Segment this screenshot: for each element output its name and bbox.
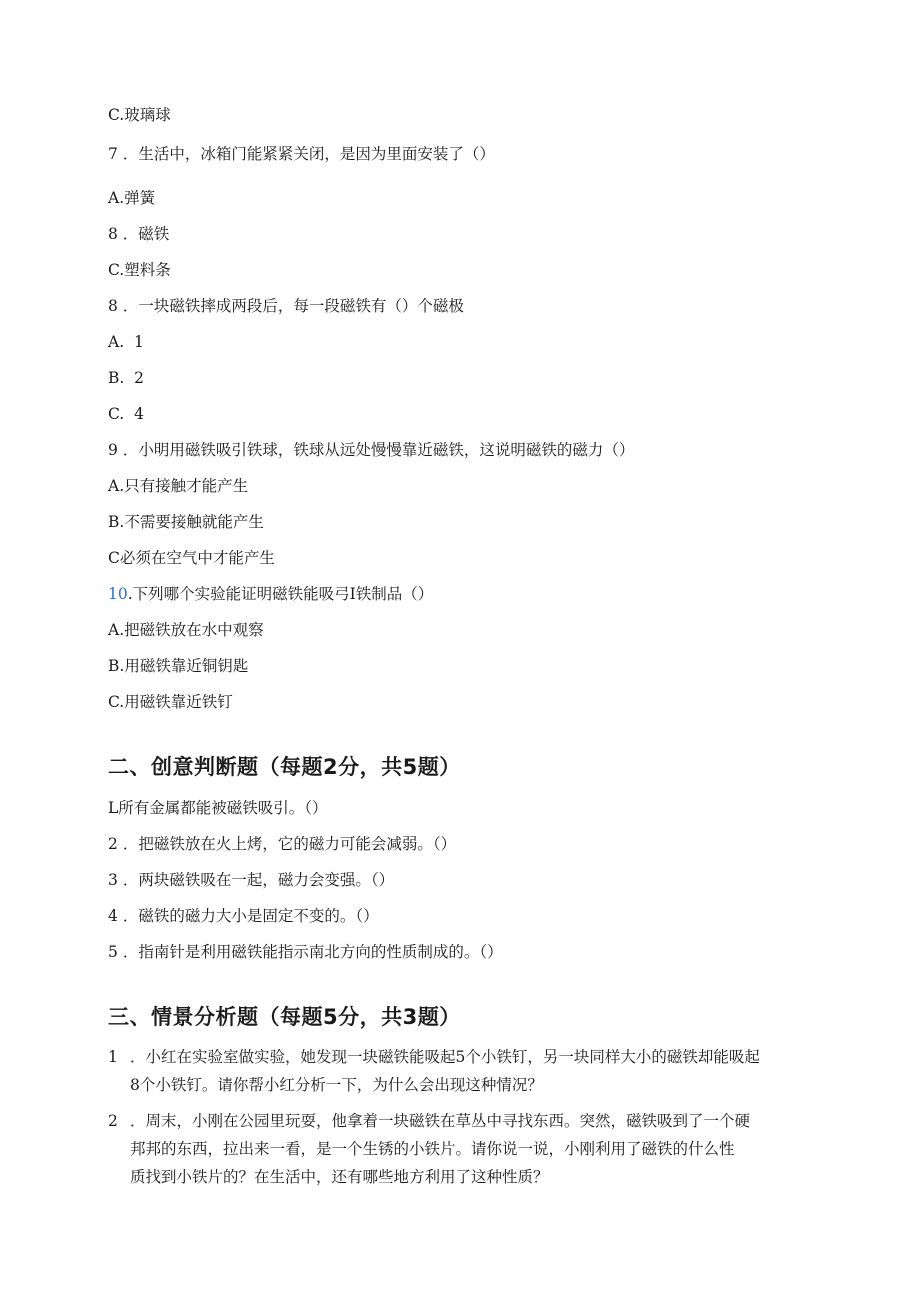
q8-option-a: A. 1 [108, 333, 144, 351]
item-text: ．指南针是利用磁铁能指示南北方向的性质制成的。（） [122, 943, 503, 961]
question-text: .下列哪个实验能证明磁铁能吸弓I铁制品（） [127, 585, 434, 603]
item-number: 4 [108, 907, 118, 925]
q10-option-c: C.用磁铁靠近铁钉 [108, 693, 233, 711]
q10-option-a: A.把磁铁放在水中观察 [108, 621, 264, 639]
question-number: 8 [108, 297, 118, 315]
option-c-glass-ball: C.玻璃球 [108, 106, 171, 124]
item-line: ．周末，小刚在公园里玩耍，他拿着一块磁铁在草丛中寻找东西。突然，磁铁吸到了一个硬 [130, 1112, 751, 1130]
section-2-title: 二、创意判断题（每题2分，共5题） [108, 755, 461, 779]
q8-option-c: C. 4 [108, 405, 144, 423]
judgment-item-2 [108, 833, 456, 855]
item-line: 质找到小铁片的？在生活中，还有哪些地方利用了这种性质？ [130, 1168, 549, 1186]
q7-option-b: 8 ．磁铁 [108, 225, 170, 243]
item-number: 3 [108, 871, 118, 889]
section-3-title: 三、情景分析题（每题5分，共3题） [108, 1005, 461, 1029]
item-number: 1 [108, 1048, 118, 1066]
analysis-item-2 [108, 1107, 818, 1191]
question-10 [108, 583, 433, 605]
question-text: ．一块磁铁摔成两段后，每一段磁铁有（）个磁极 [122, 297, 464, 315]
question-9 [108, 439, 634, 461]
q7-option-c: C.塑料条 [108, 261, 171, 279]
item-text: ．把磁铁放在火上烤，它的磁力可能会减弱。（） [122, 835, 457, 853]
question-number: 9 [108, 441, 118, 459]
question-number: 10 [108, 585, 128, 603]
item-number: 2 [108, 1112, 118, 1130]
q9-option-c: C必须在空气中才能产生 [108, 549, 275, 567]
q9-option-a: A.只有接触才能产生 [108, 477, 249, 495]
analysis-item-1 [108, 1043, 818, 1099]
item-number: 2 [108, 835, 118, 853]
question-number: 7 [108, 145, 118, 163]
judgment-item-4 [108, 905, 379, 927]
judgment-item-1: L所有金属都能被磁铁吸引。（） [108, 799, 328, 817]
item-line: ．小红在实验室做实验，她发现一块磁铁能吸起5个小铁钉，另一块同样大小的磁铁却能吸起 [130, 1048, 760, 1066]
item-line: 邦邦的东西，拉出来一看，是一个生锈的小铁片。请你说一说，小刚利用了磁铁的什么性 [130, 1140, 735, 1158]
question-8 [108, 295, 464, 317]
item-line: 8个小铁钉。请你帮小红分析一下，为什么会出现这种情况？ [130, 1076, 543, 1094]
question-7 [108, 143, 495, 165]
q7-option-a: A.弹簧 [108, 189, 156, 207]
q8-option-b: B. 2 [108, 369, 145, 387]
q10-option-b: B.用磁铁靠近铜钥匙 [108, 657, 249, 675]
item-number: 5 [108, 943, 118, 961]
question-text: ．小明用磁铁吸引铁球，铁球从远处慢慢靠近磁铁，这说明磁铁的磁力（） [122, 441, 635, 459]
question-text: ．生活中，冰箱门能紧紧关闭，是因为里面安装了（） [122, 145, 495, 163]
judgment-item-5 [108, 941, 503, 963]
item-text: ．磁铁的磁力大小是固定不变的。（） [122, 907, 379, 925]
item-text: ．两块磁铁吸在一起，磁力会变强。（） [122, 871, 395, 889]
judgment-item-3 [108, 869, 394, 891]
q9-option-b: B.不需要接触就能产生 [108, 513, 264, 531]
